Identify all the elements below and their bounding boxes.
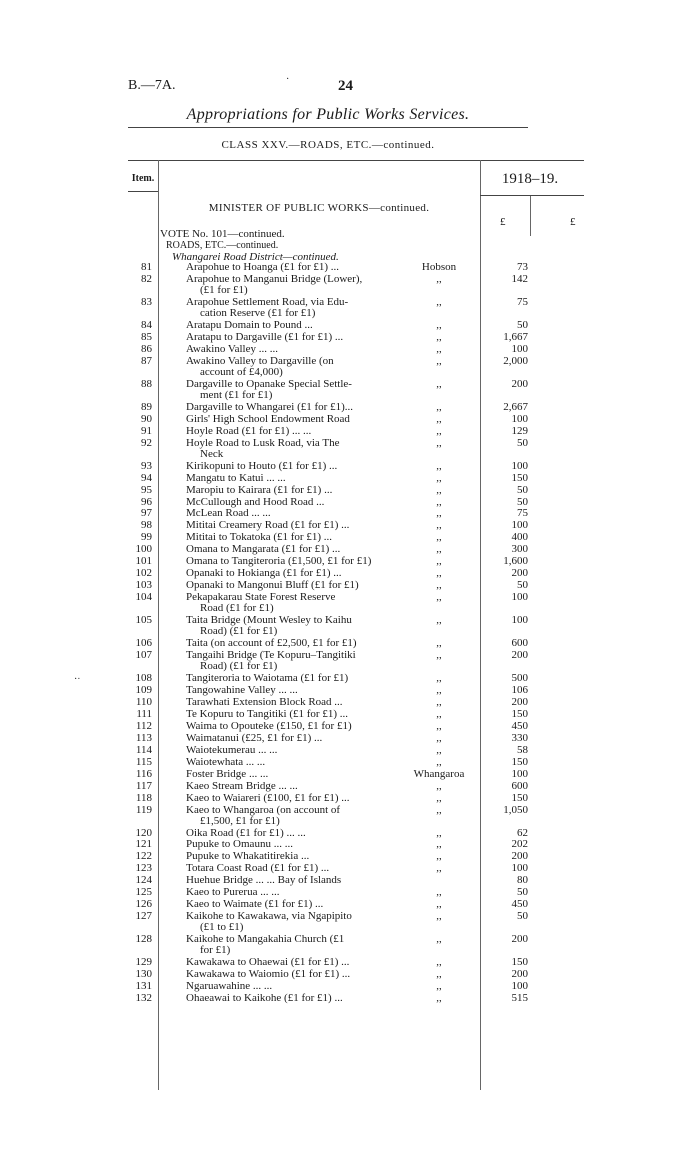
amount: 106 — [511, 684, 528, 696]
item-description — [186, 615, 396, 637]
item-number: 91 — [141, 424, 152, 437]
amount: 75 — [517, 507, 528, 520]
amount: 73 — [517, 261, 528, 273]
item-number: 103 — [135, 579, 152, 592]
item-description — [186, 344, 396, 355]
description-line: Foster Bridge ... ... — [186, 767, 269, 780]
item-number: 89 — [141, 400, 152, 413]
item-description — [186, 839, 396, 850]
description-line: (£1 for £1) — [200, 283, 248, 296]
item-number: 117 — [135, 779, 152, 792]
item-description — [186, 332, 396, 343]
amount: 100 — [511, 767, 528, 780]
amount: 62 — [517, 826, 528, 839]
amount: 100 — [511, 342, 528, 355]
class-title: CLASS XXV.—ROADS, ETC.—continued. — [221, 139, 435, 151]
item-number: 100 — [135, 543, 152, 556]
description-line: Huehue Bridge ... ... Bay of Islands — [186, 874, 342, 887]
item-description — [186, 911, 396, 933]
item-description — [186, 757, 396, 768]
description-line: Tarawhati Extension Block Road ... — [186, 695, 343, 708]
amount: 150 — [511, 956, 528, 969]
section-title: MINISTER OF PUBLIC WORKS—continued. — [208, 202, 430, 214]
item-number: 88 — [141, 377, 152, 390]
item-description — [186, 638, 396, 649]
description-line: Awakino Valley to Dargaville (on — [186, 354, 334, 367]
county: ,, — [436, 495, 442, 508]
item-description — [186, 650, 396, 672]
year-header-rule — [480, 195, 584, 196]
amount: 80 — [517, 874, 528, 887]
document-reference: B.—7A. — [128, 78, 176, 93]
item-description — [186, 532, 396, 543]
item-description — [186, 709, 396, 720]
county: ,, — [436, 295, 442, 308]
item-description — [186, 805, 396, 827]
county: ,, — [436, 910, 442, 923]
description-line: ment (£1 for £1) — [200, 388, 273, 401]
district-heading: Whangarei Road District—continued. — [172, 251, 339, 263]
item-number: 81 — [141, 261, 152, 273]
item-description — [186, 793, 396, 804]
amount: 400 — [511, 531, 528, 544]
description-line: Omana to Tangiteroria (£1,500, £1 for £1) — [186, 555, 372, 568]
item-description — [186, 769, 396, 780]
description-line: Kaeo to Purerua ... ... — [186, 886, 280, 899]
description-line: (£1 to £1) — [200, 921, 244, 934]
item-number: 101 — [135, 555, 152, 568]
description-line: Tangiteroria to Waiotama (£1 for £1) — [186, 672, 349, 685]
item-number: 122 — [135, 850, 152, 863]
amount: 200 — [511, 649, 528, 662]
item-number: 119 — [135, 803, 152, 816]
county: ,, — [436, 992, 442, 1004]
description-line: Kirikopuni to Houto (£1 for £1) ... — [186, 459, 338, 472]
amount: 450 — [511, 719, 528, 732]
item-number: 121 — [135, 838, 152, 851]
county: ,, — [436, 898, 442, 911]
description-line: Opanaki to Hokianga (£1 for £1) ... — [186, 567, 342, 580]
county: ,, — [436, 791, 442, 804]
amount: 129 — [511, 424, 528, 437]
item-description — [186, 568, 396, 579]
description-line: account of £4,000) — [200, 365, 283, 378]
item-description — [186, 851, 396, 862]
item-description — [186, 993, 396, 1004]
description-line: Dargaville to Whangarei (£1 for £1)... — [186, 400, 353, 413]
description-line: Mititai to Tokatoka (£1 for £1) ... — [186, 531, 332, 544]
page-header — [128, 74, 528, 98]
amount: 450 — [511, 898, 528, 911]
amount: 50 — [517, 495, 528, 508]
amount: 50 — [517, 910, 528, 923]
item-description — [186, 556, 396, 567]
description-line: Pupuke to Omaunu ... ... — [186, 838, 293, 851]
description-line: Pekapakarau State Forest Reserve — [186, 591, 336, 604]
item-header-rule — [128, 191, 158, 192]
item-number: 95 — [141, 483, 152, 496]
amount: 500 — [511, 672, 528, 685]
item-number: 126 — [135, 898, 152, 911]
amount: 515 — [511, 992, 528, 1004]
county: ,, — [436, 933, 442, 946]
vote-heading: VOTE No. 101—continued. — [160, 228, 285, 240]
item-number: 120 — [135, 826, 152, 839]
item-description — [186, 274, 396, 296]
county: ,, — [436, 672, 442, 685]
description-line: Tangowahine Valley ... ... — [186, 684, 298, 696]
item-number: 111 — [136, 707, 152, 720]
description-line: Kaikohe to Mangakahia Church (£1 — [186, 933, 345, 946]
item-description — [186, 297, 396, 319]
item-number: 109 — [135, 684, 152, 696]
item-number: 127 — [135, 910, 152, 923]
description-line: Neck — [200, 447, 224, 460]
pound-sign-2: £ — [570, 216, 576, 228]
county: ,, — [436, 318, 442, 331]
title-rule — [128, 127, 528, 128]
amount: 150 — [511, 707, 528, 720]
item-description — [186, 379, 396, 401]
description-line: McCullough and Hood Road ... — [186, 495, 325, 508]
description-line: Opanaki to Mangonui Bluff (£1 for £1) — [186, 579, 359, 592]
item-number: 93 — [141, 459, 152, 472]
county: ,, — [436, 684, 442, 696]
county: ,, — [436, 543, 442, 556]
amount: 50 — [517, 886, 528, 899]
description-line: cation Reserve (£1 for £1) — [200, 306, 316, 319]
amount: 100 — [511, 591, 528, 604]
amount: 1,667 — [503, 330, 528, 343]
item-number: 130 — [135, 968, 152, 981]
county: ,, — [436, 695, 442, 708]
description-line: Maropiu to Kairara (£1 for £1) ... — [186, 483, 333, 496]
description-line: Aratapu to Dargaville (£1 for £1) ... — [186, 330, 344, 343]
item-description — [186, 262, 396, 273]
county: ,, — [436, 779, 442, 792]
item-number: 129 — [135, 956, 152, 969]
county: ,, — [436, 471, 442, 484]
county: ,, — [436, 886, 442, 899]
amount: 100 — [511, 980, 528, 993]
description-line: Kawakawa to Ohaewai (£1 for £1) ... — [186, 956, 350, 969]
description-line: Aratapu Domain to Pound ... — [186, 318, 313, 331]
amount: 100 — [511, 519, 528, 532]
item-number: 99 — [141, 531, 152, 544]
description-line: Kaeo to Waimate (£1 for £1) ... — [186, 898, 324, 911]
county: ,, — [436, 614, 442, 627]
county: ,, — [436, 342, 442, 355]
county: ,, — [436, 519, 442, 532]
amount: 600 — [511, 637, 528, 650]
item-description — [186, 508, 396, 519]
amount: 1,600 — [503, 555, 528, 568]
item-description — [186, 957, 396, 968]
page-title: Appropriations for Public Works Services. — [186, 106, 470, 123]
county: ,, — [436, 483, 442, 496]
county: ,, — [436, 862, 442, 875]
county: ,, — [436, 956, 442, 969]
description-line: Road) (£1 for £1) — [200, 625, 278, 638]
item-number: 113 — [135, 731, 152, 744]
amount: 150 — [511, 791, 528, 804]
description-line: Taita (on account of £2,500, £1 for £1) — [186, 637, 357, 650]
item-number: 85 — [141, 330, 152, 343]
description-line: Taita Bridge (Mount Wesley to Kaihu — [186, 614, 352, 627]
county: ,, — [436, 731, 442, 744]
description-line: for £1) — [200, 944, 231, 957]
county: ,, — [436, 330, 442, 343]
description-line: Kaeo to Whangaroa (on account of — [186, 803, 341, 816]
amount: 2,667 — [503, 400, 528, 413]
item-number: 86 — [141, 342, 152, 355]
county: Whangaroa — [413, 767, 465, 780]
year-column-header: 1918–19. — [501, 171, 559, 187]
description-line: Waima to Opouteke (£150, £1 for £1) — [186, 719, 352, 732]
county: ,, — [436, 354, 442, 367]
item-description — [186, 969, 396, 980]
item-column-divider — [158, 160, 159, 1090]
item-number: 90 — [141, 412, 152, 425]
item-description — [186, 685, 396, 696]
description-line: Awakino Valley ... ... — [186, 342, 278, 355]
county: ,, — [436, 649, 442, 662]
item-description — [186, 781, 396, 792]
item-description — [186, 580, 396, 591]
item-description — [186, 485, 396, 496]
item-description — [186, 697, 396, 708]
item-description — [186, 320, 396, 331]
description-line: Girls' High School Endowment Road — [186, 412, 350, 425]
description-line: Omana to Mangarata (£1 for £1) ... — [186, 543, 341, 556]
description-line: Mangatu to Katui ... ... — [186, 471, 286, 484]
county: ,, — [436, 377, 442, 390]
amount: 200 — [511, 933, 528, 946]
description-line: Te Kopuru to Tangitiki (£1 for £1) ... — [186, 707, 349, 720]
item-description — [186, 745, 396, 756]
county: ,, — [436, 436, 442, 449]
item-column-header: Item. — [131, 173, 155, 184]
item-number: 106 — [135, 637, 152, 650]
county: ,, — [436, 459, 442, 472]
item-description — [186, 934, 396, 956]
stray-mark: ·ᐧ — [74, 674, 80, 685]
table-top-rule — [128, 160, 584, 161]
county: ,, — [436, 424, 442, 437]
amount: 50 — [517, 318, 528, 331]
county: ,, — [436, 412, 442, 425]
county: ,, — [436, 803, 442, 816]
county: ,, — [436, 591, 442, 604]
item-number: 132 — [135, 992, 152, 1004]
description-line: Hoyle Road to Lusk Road, via The — [186, 436, 340, 449]
description-line: Kaeo Stream Bridge ... ... — [186, 779, 298, 792]
amount: 1,050 — [503, 803, 528, 816]
item-number: 87 — [141, 354, 152, 367]
amount: 2,000 — [503, 354, 528, 367]
item-number: 110 — [135, 695, 152, 708]
item-number: 125 — [135, 886, 152, 899]
amount: 200 — [511, 377, 528, 390]
item-number: 108 — [135, 672, 152, 685]
amount: 150 — [511, 755, 528, 768]
county: ,, — [436, 555, 442, 568]
item-description — [186, 356, 396, 378]
item-description — [186, 875, 396, 886]
amount: 150 — [511, 471, 528, 484]
description-line: £1,500, £1 for £1) — [200, 814, 280, 827]
county: ,, — [436, 272, 442, 285]
description-line: Dargaville to Opanake Special Settle- — [186, 377, 352, 390]
item-number: 131 — [135, 980, 152, 993]
pound-column-divider — [530, 196, 531, 236]
item-description — [186, 673, 396, 684]
item-description — [186, 887, 396, 898]
amount: 142 — [511, 272, 528, 285]
county: ,, — [436, 850, 442, 863]
item-description — [186, 863, 396, 874]
item-description — [186, 461, 396, 472]
amount: 100 — [511, 614, 528, 627]
county: Hobson — [421, 261, 457, 273]
item-description — [186, 438, 396, 460]
county: ,, — [436, 980, 442, 993]
county: ,, — [436, 755, 442, 768]
county: ,, — [436, 579, 442, 592]
amount: 200 — [511, 567, 528, 580]
item-number: 124 — [135, 874, 152, 887]
amount: 202 — [511, 838, 528, 851]
item-number: 96 — [141, 495, 152, 508]
roads-heading: ROADS, ETC.—continued. — [166, 240, 279, 251]
item-number: 114 — [135, 743, 152, 756]
description-line: Arapohue to Hoanga (£1 for £1) ... — [186, 261, 340, 273]
county: ,, — [436, 567, 442, 580]
item-number: 104 — [135, 591, 152, 604]
description-line: Ohaeawai to Kaikohe (£1 for £1) ... — [186, 992, 343, 1004]
item-description — [186, 426, 396, 437]
item-description — [186, 473, 396, 484]
amount: 600 — [511, 779, 528, 792]
item-description — [186, 828, 396, 839]
amount: 200 — [511, 850, 528, 863]
item-number: 128 — [135, 933, 152, 946]
county: ,, — [436, 743, 442, 756]
item-number: 97 — [141, 507, 152, 520]
description-line: Hoyle Road (£1 for £1) ... ... — [186, 424, 312, 437]
description-line: Kaeo to Waiareri (£100, £1 for £1) ... — [186, 791, 350, 804]
county: ,, — [436, 968, 442, 981]
county: ,, — [436, 826, 442, 839]
pound-sign-1: £ — [500, 216, 506, 228]
amount: 100 — [511, 459, 528, 472]
description-line: Waiotekumerau ... ... — [186, 743, 278, 756]
item-number: 112 — [135, 719, 152, 732]
county: ,, — [436, 400, 442, 413]
county: ,, — [436, 637, 442, 650]
item-description — [186, 402, 396, 413]
county: ,, — [436, 707, 442, 720]
item-description — [186, 592, 396, 614]
item-description — [186, 414, 396, 425]
item-number: 98 — [141, 519, 152, 532]
item-number: 115 — [135, 755, 152, 768]
item-number: 83 — [141, 295, 152, 308]
item-description — [186, 497, 396, 508]
item-number: 107 — [135, 649, 152, 662]
item-number: 82 — [141, 272, 152, 285]
description-line: Mititai Creamery Road (£1 for £1) ... — [186, 519, 350, 532]
amount: 50 — [517, 436, 528, 449]
item-number: 105 — [135, 614, 152, 627]
item-number: 102 — [135, 567, 152, 580]
description-line: Waimatanui (£25, £1 for £1) ... — [186, 731, 323, 744]
amount: 200 — [511, 695, 528, 708]
amount: 100 — [511, 412, 528, 425]
description-line: Pupuke to Whakatitirekia ... — [186, 850, 310, 863]
item-number: 116 — [135, 767, 152, 780]
amount: 50 — [517, 579, 528, 592]
description-line: Road) (£1 for £1) — [200, 660, 278, 673]
county: ,, — [436, 507, 442, 520]
item-description — [186, 544, 396, 555]
item-number: 123 — [135, 862, 152, 875]
amount: 200 — [511, 968, 528, 981]
description-line: Road (£1 for £1) — [200, 602, 274, 615]
description-line: Totara Coast Road (£1 for £1) ... — [186, 862, 330, 875]
item-number: 118 — [135, 791, 152, 804]
amount: 300 — [511, 543, 528, 556]
description-line: Arapohue to Manganui Bridge (Lower), — [186, 272, 363, 285]
amount: 330 — [511, 731, 528, 744]
item-description — [186, 981, 396, 992]
description-line: Tangaihi Bridge (Te Kopuru–Tangitiki — [186, 649, 356, 662]
description-line: Waiotewhata ... ... — [186, 755, 266, 768]
amount: 50 — [517, 483, 528, 496]
description-line: Kaikohe to Kawakawa, via Ngapipito — [186, 910, 352, 923]
item-description — [186, 721, 396, 732]
amount: 58 — [517, 743, 528, 756]
amount: 100 — [511, 862, 528, 875]
county: ,, — [436, 838, 442, 851]
item-number: 84 — [141, 318, 152, 331]
description-line: McLean Road ... ... — [186, 507, 271, 520]
item-number: 92 — [141, 436, 152, 449]
county: ,, — [436, 719, 442, 732]
county: ,, — [436, 531, 442, 544]
header-dot: · — [286, 74, 290, 85]
description-line: Arapohue Settlement Road, via Edu- — [186, 295, 349, 308]
item-description — [186, 733, 396, 744]
description-line: Oika Road (£1 for £1) ... ... — [186, 826, 306, 839]
item-description — [186, 520, 396, 531]
page-number: 24 — [338, 78, 353, 94]
amount: 75 — [517, 295, 528, 308]
description-line: Kawakawa to Waiomio (£1 for £1) ... — [186, 968, 351, 981]
item-description — [186, 899, 396, 910]
item-number: 94 — [141, 471, 152, 484]
description-line: Ngaruawahine ... ... — [186, 980, 273, 993]
